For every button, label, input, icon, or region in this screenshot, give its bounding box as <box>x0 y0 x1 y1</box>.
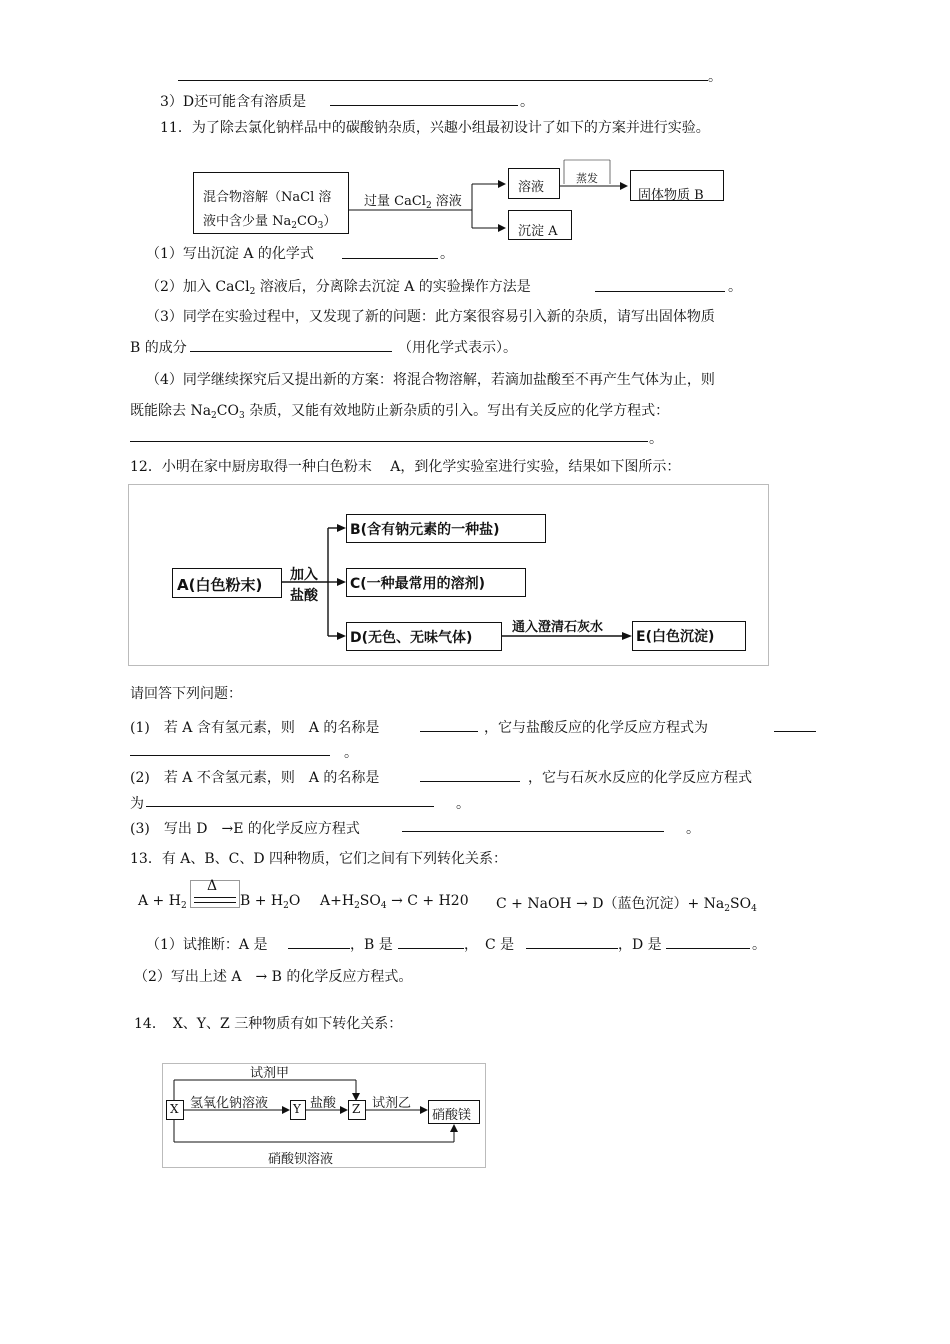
solid-b-label: 固体物质 B <box>638 188 704 203</box>
q12-part1-a: (1) 若 A 含有氢元素，则 A 的名称是 <box>130 720 380 736</box>
answer-blank[interactable] <box>526 948 618 949</box>
reagent-yi-label: 试剂乙 <box>372 1096 412 1111</box>
barium-nitrate-label: 硝酸钡溶液 <box>268 1152 334 1167</box>
answer-blank[interactable] <box>330 105 518 106</box>
question-10-3: 3）D还可能含有溶质是 <box>160 94 307 110</box>
answer-blank[interactable] <box>666 948 750 949</box>
q13-part2: （2）写出上述 A → B 的化学反应方程式。 <box>134 969 413 985</box>
q12-part2-a: (2) 若 A 不含氢元素，则 A 的名称是 <box>130 770 380 786</box>
lime-water-label: 通入澄清石灰水 <box>512 620 604 635</box>
sentence-end: 。 <box>708 69 722 85</box>
answer-blank[interactable] <box>190 351 392 352</box>
e-label: E(白色沉淀) <box>636 629 715 645</box>
q11-part4-line2: 既能除去 $Na_2CO_3$ 杂质，又能有效地防止新杂质的引入。写出有关反应的化学方程式： <box>130 403 670 421</box>
sentence-end: 。 <box>649 431 663 447</box>
eq1-right: $B + H_2O$ <box>240 893 301 911</box>
sentence-end: 。 <box>686 821 700 837</box>
c-label: C(一种最常用的溶剂) <box>350 576 486 592</box>
answer-blank[interactable] <box>146 806 434 807</box>
q13-part1-a: （1）试推断：A 是 <box>146 937 268 953</box>
eq2: $A+H_2SO_4 \to C + H20$ <box>320 893 469 911</box>
q11-part3-line1: （3）同学在实验过程中，又发现了新的问题：此方案很容易引入新的杂质，请写出固体物质 <box>146 309 715 325</box>
sentence-end: 。 <box>728 279 742 295</box>
q11-part4-line1: （4）同学继续探究后又提出新的方案：将混合物溶解，若滴加盐酸至不再产生气体为止，则 <box>146 372 715 388</box>
eq3: C + NaOH → D（蓝色沉淀）+ $Na_2SO_4$ <box>496 896 757 914</box>
y-label: Y <box>293 1102 301 1116</box>
evaporate-label: 蒸发 <box>576 172 598 185</box>
reagent-jia-label: 试剂甲 <box>250 1066 290 1081</box>
answer-blank[interactable] <box>595 291 725 292</box>
reagent-line1: 加入 <box>290 567 318 583</box>
z-label: Z <box>352 1102 361 1116</box>
hcl-label: 盐酸 <box>310 1096 337 1111</box>
q12-part1-b: ，它与盐酸反应的化学反应方程式为 <box>484 720 708 736</box>
q12-part3: (3) 写出 D →E 的化学反应方程式 <box>130 821 360 837</box>
naoh-label: 氢氧化钠溶液 <box>190 1096 269 1111</box>
cacl2-arrow-label: 过量 CaCl$_2$ 溶液 <box>364 194 462 211</box>
sentence-end: 。 <box>520 94 534 110</box>
q12-part2-b: ，它与石灰水反应的化学反应方程式 <box>528 770 752 786</box>
answer-blank[interactable] <box>420 781 520 782</box>
answer-blank[interactable] <box>420 731 478 732</box>
sentence-end: 。 <box>344 745 358 761</box>
q12-part2-c: 为 <box>130 796 144 812</box>
q11-part1: （1）写出沉淀 A 的化学式 <box>146 246 314 262</box>
q13-part1-d: ，D 是 <box>618 937 662 953</box>
q13-part1-b: ，B 是 <box>350 937 393 953</box>
answer-blank[interactable] <box>342 258 438 259</box>
delta-symbol: Δ <box>207 878 218 894</box>
sentence-end: 。 <box>440 246 454 262</box>
a-label: A(白色粉末) <box>177 576 263 594</box>
product-label: 硝酸镁 <box>432 1108 472 1123</box>
question-12-intro: 12．小明在家中厨房取得一种白色粉末 A，到化学实验室进行实验，结果如下图所示： <box>130 459 681 475</box>
question-11-intro: 11．为了除去氯化钠样品中的碳酸钠杂质，兴趣小组最初设计了如下的方案并进行实验。 <box>160 120 710 136</box>
answer-blank[interactable] <box>130 441 648 442</box>
question-14-intro: 14． X、Y、Z 三种物质有如下转化关系： <box>134 1016 403 1032</box>
q12-ask: 请回答下列问题： <box>130 686 242 702</box>
answer-blank[interactable] <box>402 831 664 832</box>
precipitate-a-label: 沉淀 A <box>518 224 558 239</box>
equal-sign-top <box>194 897 236 898</box>
answer-blank[interactable] <box>130 755 330 756</box>
b-label: B(含有钠元素的一种盐) <box>350 522 500 538</box>
sentence-end: 。 <box>752 937 766 953</box>
sentence-end: 。 <box>456 796 470 812</box>
answer-blank[interactable] <box>178 80 708 81</box>
reagent-line2: 盐酸 <box>290 588 318 604</box>
mixture-label-line1: 混合物溶解（NaCl 溶 <box>203 190 332 205</box>
answer-blank[interactable] <box>774 731 816 732</box>
mixture-label-line2: 液中含少量 $Na_2CO_3$） <box>203 214 337 231</box>
x-label: X <box>170 1102 179 1116</box>
question-13-intro: 13．有 A、B、C、D 四种物质，它们之间有下列转化关系： <box>130 851 508 867</box>
q11-part3-end: （用化学式表示）。 <box>398 340 517 356</box>
eq1-left: $A + H_2$ <box>138 893 187 911</box>
equal-sign-bottom <box>194 902 236 903</box>
d-label: D(无色、无味气体) <box>350 630 473 646</box>
q11-part2: （2）加入 CaCl$_2$ 溶液后，分离除去沉淀 A 的实验操作方法是 <box>146 279 531 297</box>
q11-part3-line2: B 的成分 <box>130 340 187 356</box>
answer-blank[interactable] <box>398 948 464 949</box>
solution-label: 溶液 <box>518 180 545 195</box>
q13-part1-c: ， C 是 <box>464 937 515 953</box>
answer-blank[interactable] <box>288 948 350 949</box>
